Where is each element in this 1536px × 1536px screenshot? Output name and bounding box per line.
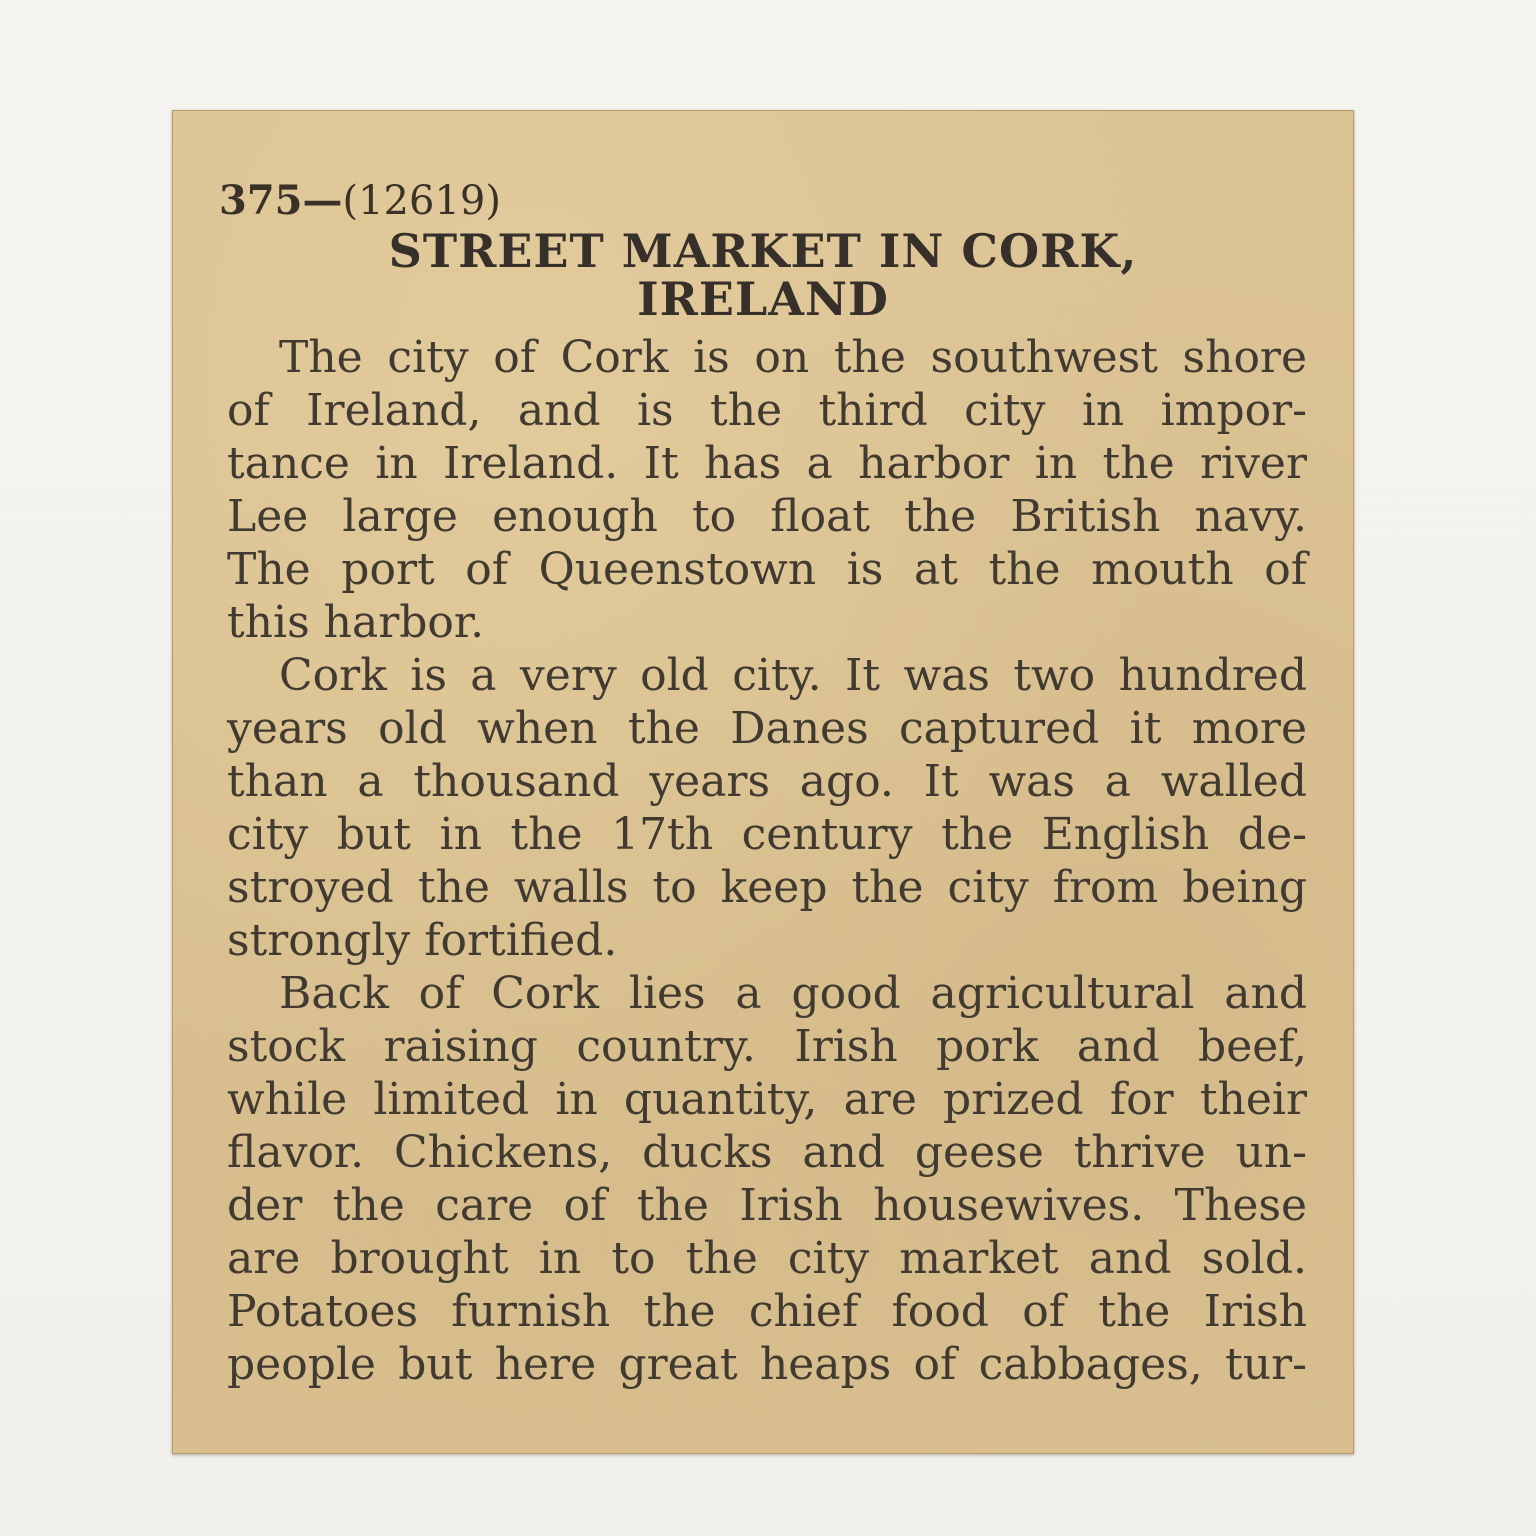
text-line: Back of Cork lies a good agricultural and bbox=[279, 968, 1307, 1019]
stereoview-card-back bbox=[172, 110, 1354, 1454]
text-line: flavor. Chickens, ducks and geese thrive un- bbox=[227, 1127, 1307, 1178]
text-line: The port of Queenstown is at the mouth of bbox=[227, 544, 1307, 595]
text-line: stock raising country. Irish pork and beef, bbox=[227, 1021, 1307, 1072]
card-series-number: 375— bbox=[219, 177, 343, 224]
text-line: city but in the 17th century the English de- bbox=[227, 809, 1307, 860]
text-line: Cork is a very old city. It was two hundred bbox=[279, 650, 1307, 701]
text-line: Potatoes furnish the chief food of the Irish bbox=[227, 1286, 1307, 1337]
text-line: of Ireland, and is the third city in impor- bbox=[227, 385, 1307, 436]
text-line: Lee large enough to float the British navy. bbox=[227, 491, 1307, 542]
text-line: people but here great heaps of cabbages, tur- bbox=[227, 1339, 1307, 1390]
text-line: this harbor. bbox=[227, 597, 485, 648]
text-line: The city of Cork is on the southwest shore bbox=[279, 332, 1307, 383]
text-line: strongly fortified. bbox=[227, 915, 618, 966]
card-number bbox=[219, 177, 501, 225]
text-line: tance in Ireland. It has a harbor in the river bbox=[227, 438, 1307, 489]
text-line: are brought in to the city market and sold. bbox=[227, 1233, 1307, 1284]
negative-number: (12619) bbox=[342, 178, 501, 224]
text-line: while limited in quantity, are prized for their bbox=[227, 1074, 1307, 1125]
card-body-text bbox=[227, 331, 1307, 1391]
text-line: than a thousand years ago. It was a walled bbox=[227, 756, 1307, 807]
text-line: der the care of the Irish housewives. These bbox=[227, 1180, 1307, 1231]
text-line: stroyed the walls to keep the city from being bbox=[227, 862, 1307, 913]
card-title-line-1: STREET MARKET IN CORK, bbox=[388, 224, 1138, 278]
text-line: years old when the Danes captured it more bbox=[227, 703, 1307, 754]
card-title-line-2: IRELAND bbox=[637, 272, 889, 326]
